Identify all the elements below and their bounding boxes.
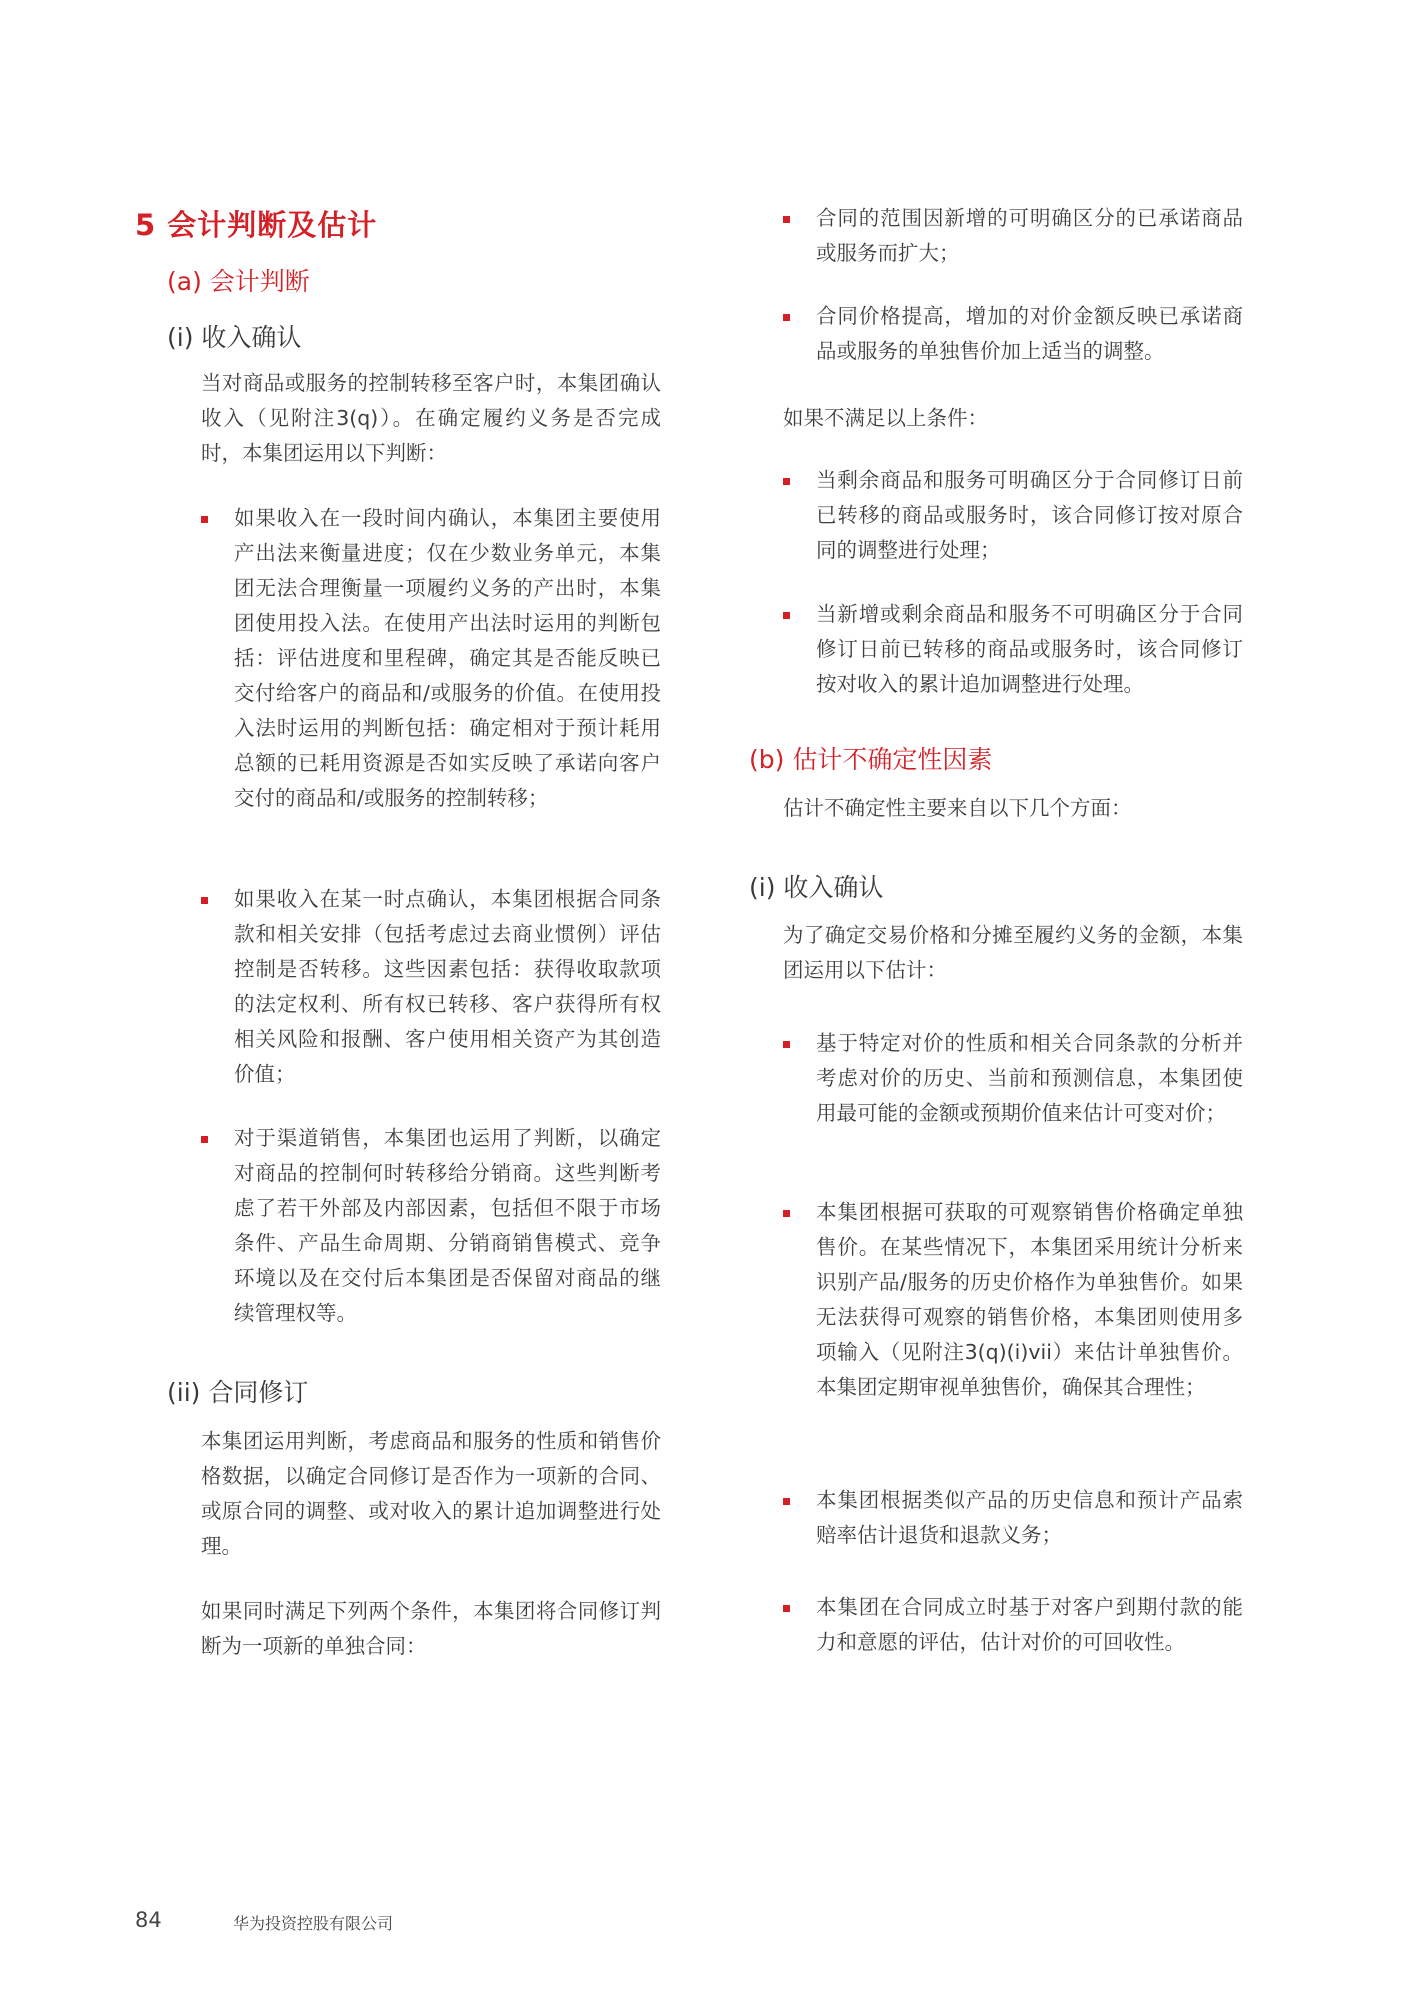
page-number: 84 [135, 1908, 162, 1932]
bullet-text: 合同价格提高，增加的对价金额反映已承诺商品或服务的单独售价加上适当的调整。 [816, 304, 1243, 363]
heading-a-accounting-judgement: (a) 会计判断 [167, 267, 310, 296]
paragraph-revenue-intro: 当对商品或服务的控制转移至客户时，本集团确认收入（见附注3(q)）。在确定履约义务是否完成时，本集团运用以下判断： [201, 371, 661, 465]
heading-bi-revenue-recognition: (i) 收入确认 [749, 873, 884, 902]
heading-ii-contract-modification: (ii) 合同修订 [167, 1378, 309, 1407]
bullet-text: 当剩余商品和服务可明确区分于合同修订日前已转移的商品或服务时，该合同修订按对原合同的调整进行处理； [816, 468, 1243, 562]
bullet-text: 基于特定对价的性质和相关合同条款的分析并考虑对价的历史、当前和预测信息，本集团使用最可能的金额或预期价值来估计可变对价； [816, 1031, 1243, 1125]
bullet-icon [783, 612, 790, 619]
paragraph-contract-modification: 本集团运用判断，考虑商品和服务的性质和销售价格数据，以确定合同修订是否作为一项新的合同、或原合同的调整、或对收入的累计追加调整进行处理。 [201, 1429, 661, 1558]
bullet-text: 对于渠道销售，本集团也运用了判断，以确定对商品的控制何时转移给分销商。这些判断考虑了若干外部及内部因素，包括但不限于市场条件、产品生命周期、分销商销售模式、竞争环境以及在交付后本集团是否保留对商品的继续管理权等。 [234, 1126, 661, 1325]
paragraph-estimation-sources: 估计不确定性主要来自以下几个方面： [783, 796, 1132, 820]
bullet-icon [783, 478, 790, 485]
paragraph-new-contract-conditions: 如果同时满足下列两个条件，本集团将合同修订判断为一项新的单独合同： [201, 1599, 661, 1658]
heading-i-revenue-recognition: (i) 收入确认 [167, 323, 302, 352]
bullet-icon [783, 314, 790, 321]
section-title: 5 会计判断及估计 [135, 208, 378, 242]
bullet-icon [201, 1136, 208, 1143]
bullet-icon [201, 516, 208, 523]
bullet-icon [201, 897, 208, 904]
heading-b-estimation-uncertainty: (b) 估计不确定性因素 [749, 745, 993, 774]
bullet-icon [783, 1041, 790, 1048]
footer-company-name: 华为投资控股有限公司 [233, 1914, 394, 1933]
bullet-icon [783, 1605, 790, 1612]
paragraph-conditions-not-met: 如果不满足以上条件： [783, 406, 988, 430]
bullet-text: 本集团根据可获取的可观察销售价格确定单独售价。在某些情况下，本集团采用统计分析来识别产品/服务的历史价格作为单独售价。如果无法获得可观察的销售价格，本集团则使用多项输入（见附注3(q)(i)vii）来估计单独售价。本集团定期审视单独售价，确保其合理性； [816, 1200, 1243, 1399]
bullet-icon [783, 1210, 790, 1217]
bullet-text: 合同的范围因新增的可明确区分的已承诺商品或服务而扩大； [816, 206, 1243, 265]
bullet-icon [783, 216, 790, 223]
bullet-text: 当新增或剩余商品和服务不可明确区分于合同修订日前已转移的商品或服务时，该合同修订按对收入的累计追加调整进行处理。 [816, 602, 1243, 696]
bullet-text: 本集团根据类似产品的历史信息和预计产品索赔率估计退货和退款义务； [816, 1488, 1243, 1547]
paragraph-estimates-intro: 为了确定交易价格和分摊至履约义务的金额，本集团运用以下估计： [783, 923, 1243, 982]
bullet-icon [783, 1498, 790, 1505]
bullet-text: 如果收入在某一时点确认，本集团根据合同条款和相关安排（包括考虑过去商业惯例）评估控制是否转移。这些因素包括：获得收取款项的法定权利、所有权已转移、客户获得所有权相关风险和报酬、客户使用相关资产为其创造价值； [234, 887, 661, 1086]
bullet-text: 如果收入在一段时间内确认，本集团主要使用产出法来衡量进度；仅在少数业务单元，本集团无法合理衡量一项履约义务的产出时，本集团使用投入法。在使用产出法时运用的判断包括：评估进度和里程碑，确定其是否能反映已交付给客户的商品和/或服务的价值。在使用投入法时运用的判断包括：确定相对于预计耗用总额的已耗用资源是否如实反映了承诺向客户交付的商品和/或服务的控制转移； [234, 506, 661, 810]
bullet-text: 本集团在合同成立时基于对客户到期付款的能力和意愿的评估，估计对价的可回收性。 [816, 1595, 1243, 1654]
